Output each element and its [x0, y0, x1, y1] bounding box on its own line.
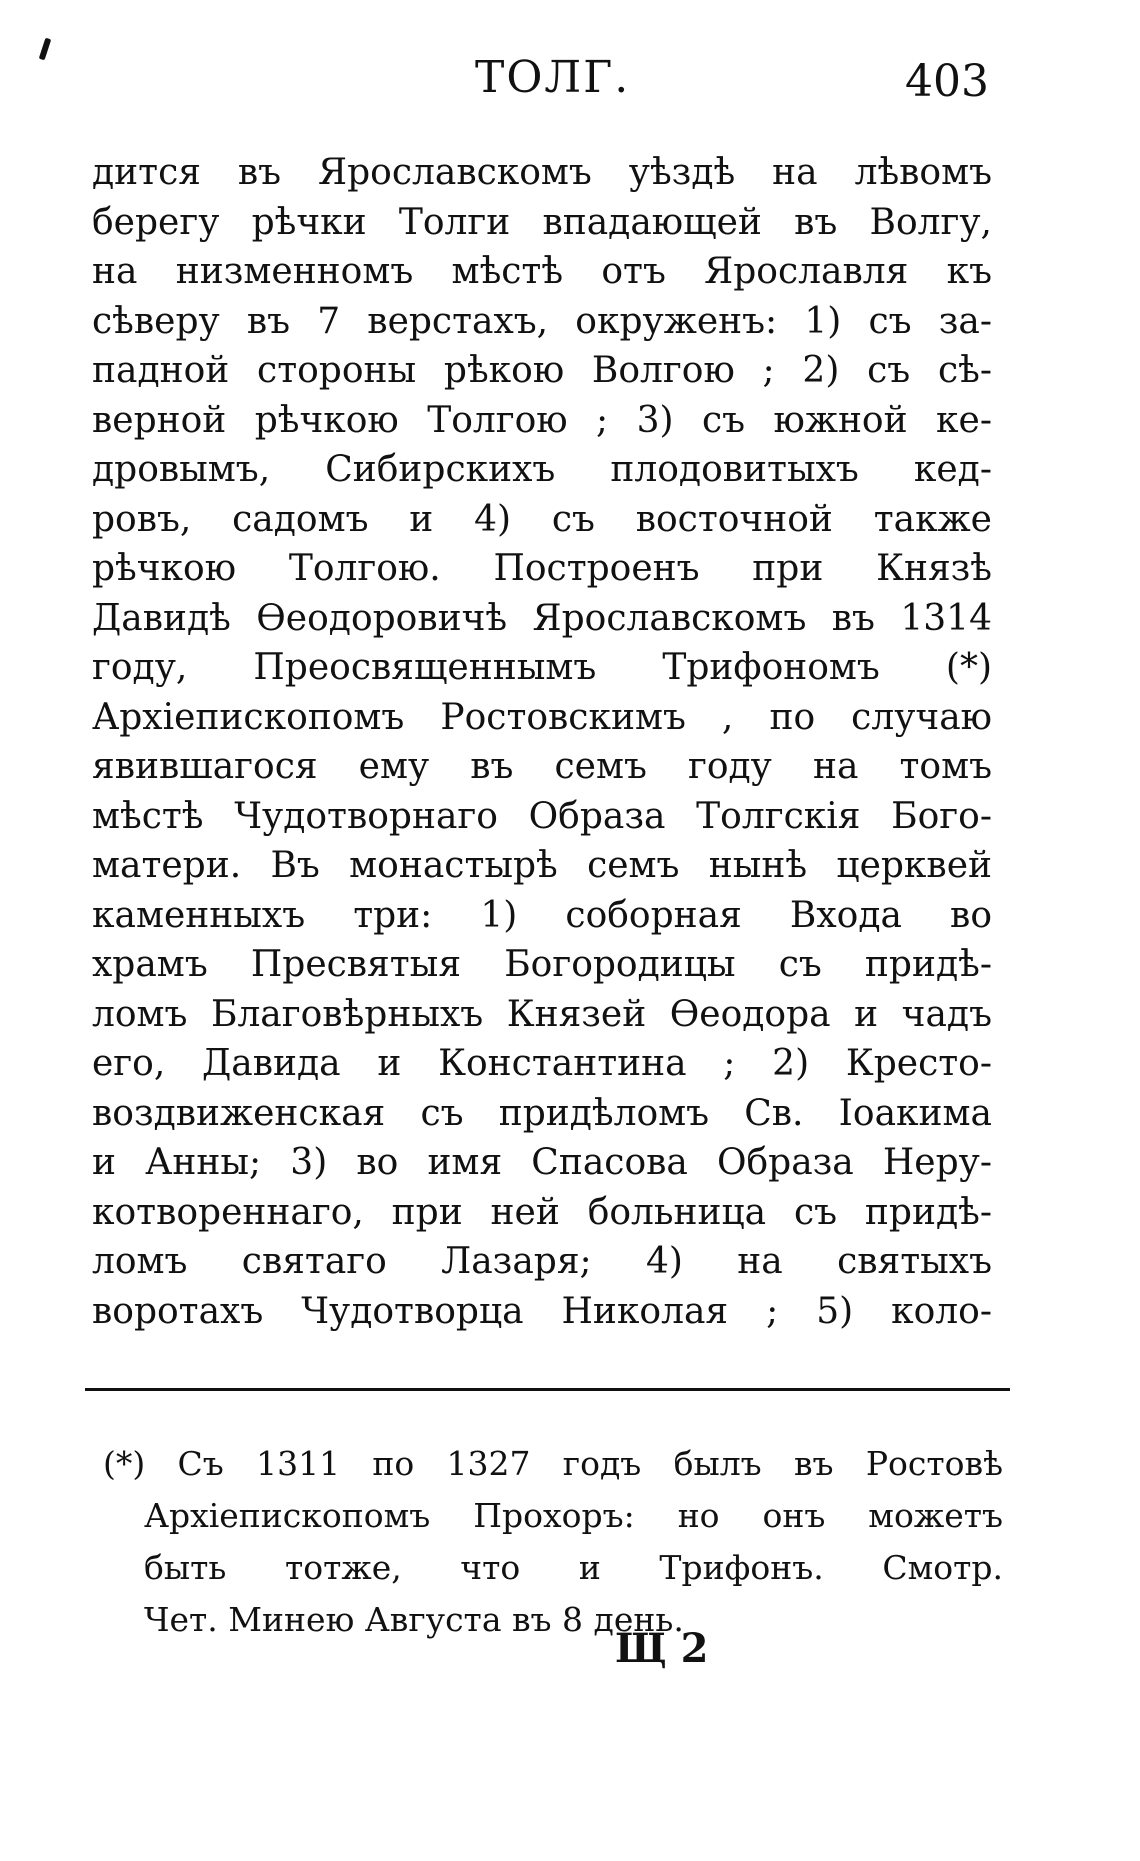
text-line: году, Преосвященнымъ Трифономъ (*)	[92, 647, 992, 688]
text-line: ровъ, садомъ и 4) съ восточной также	[92, 498, 992, 540]
footnote-line: (*) Съ 1311 по 1327 годъ былъ въ Ростовѣ	[103, 1444, 1003, 1483]
text-line: матери. Въ монастырѣ семъ нынѣ церквей	[92, 845, 992, 886]
running-head: ТОЛГ.	[475, 52, 631, 103]
text-line: верной рѣчкою Толгою ; 3) съ южной ке-	[92, 399, 992, 441]
text-line: воротахъ Чудотворца Николая ; 5) коло-	[92, 1290, 992, 1332]
text-line: явившагося ему въ семъ году на томъ	[92, 746, 992, 787]
text-line: мѣстѣ Чудотворнаго Образа Толгскія Бого-	[92, 795, 992, 837]
text-line: сѣверу въ 7 верстахъ, окруженъ: 1) съ за-	[92, 300, 992, 342]
text-line: Давидѣ Өеодоровичѣ Ярославскомъ въ 1314	[92, 597, 992, 639]
text-line: его, Давида и Константина ; 2) Кресто-	[92, 1043, 992, 1084]
text-line: воздвиженская съ придѣломъ Св. Іоакима	[92, 1092, 992, 1134]
footnote	[103, 1438, 1003, 1646]
text-line: дится въ Ярославскомъ уѣздѣ на лѣвомъ	[92, 152, 992, 193]
text-line: рѣчкою Толгою. Построенъ при Князѣ	[92, 548, 992, 589]
main-text	[92, 148, 992, 1336]
text-line: на низменномъ мѣстѣ отъ Ярославля къ	[92, 251, 992, 292]
text-line: и Анны; 3) во имя Спасова Образа Неру-	[92, 1142, 992, 1183]
text-line: падной стороны рѣкою Волгою ; 2) съ сѣ-	[92, 350, 992, 391]
text-line: каменныхъ три: 1) соборная Входа во	[92, 894, 992, 936]
page-number: 403	[905, 56, 989, 107]
footnote-divider	[85, 1388, 1010, 1391]
text-line: храмъ Пресвятыя Богородицы съ придѣ-	[92, 944, 992, 985]
ink-mark	[39, 38, 52, 61]
text-line: Архіепископомъ Ростовскимъ , по случаю	[92, 696, 992, 738]
signature-mark: Щ 2	[615, 1625, 709, 1672]
text-line: берегу рѣчки Толги впадающей въ Волгу,	[92, 201, 992, 243]
text-line: дровымъ, Сибирскихъ плодовитыхъ кед-	[92, 449, 992, 490]
text-line: ломъ Благовѣрныхъ Князей Өеодора и чадъ	[92, 993, 992, 1035]
footnote-line: Чет. Минею Августа въ 8 день.	[144, 1600, 684, 1639]
text-line: ломъ святаго Лазаря; 4) на святыхъ	[92, 1241, 992, 1282]
footnote-line: быть тотже, что и Трифонъ. Смотр.	[144, 1548, 1003, 1587]
footnote-line: Архіепископомъ Прохоръ: но онъ можетъ	[144, 1496, 1003, 1535]
text-line: котвореннаго, при ней больница съ придѣ-	[92, 1191, 992, 1233]
